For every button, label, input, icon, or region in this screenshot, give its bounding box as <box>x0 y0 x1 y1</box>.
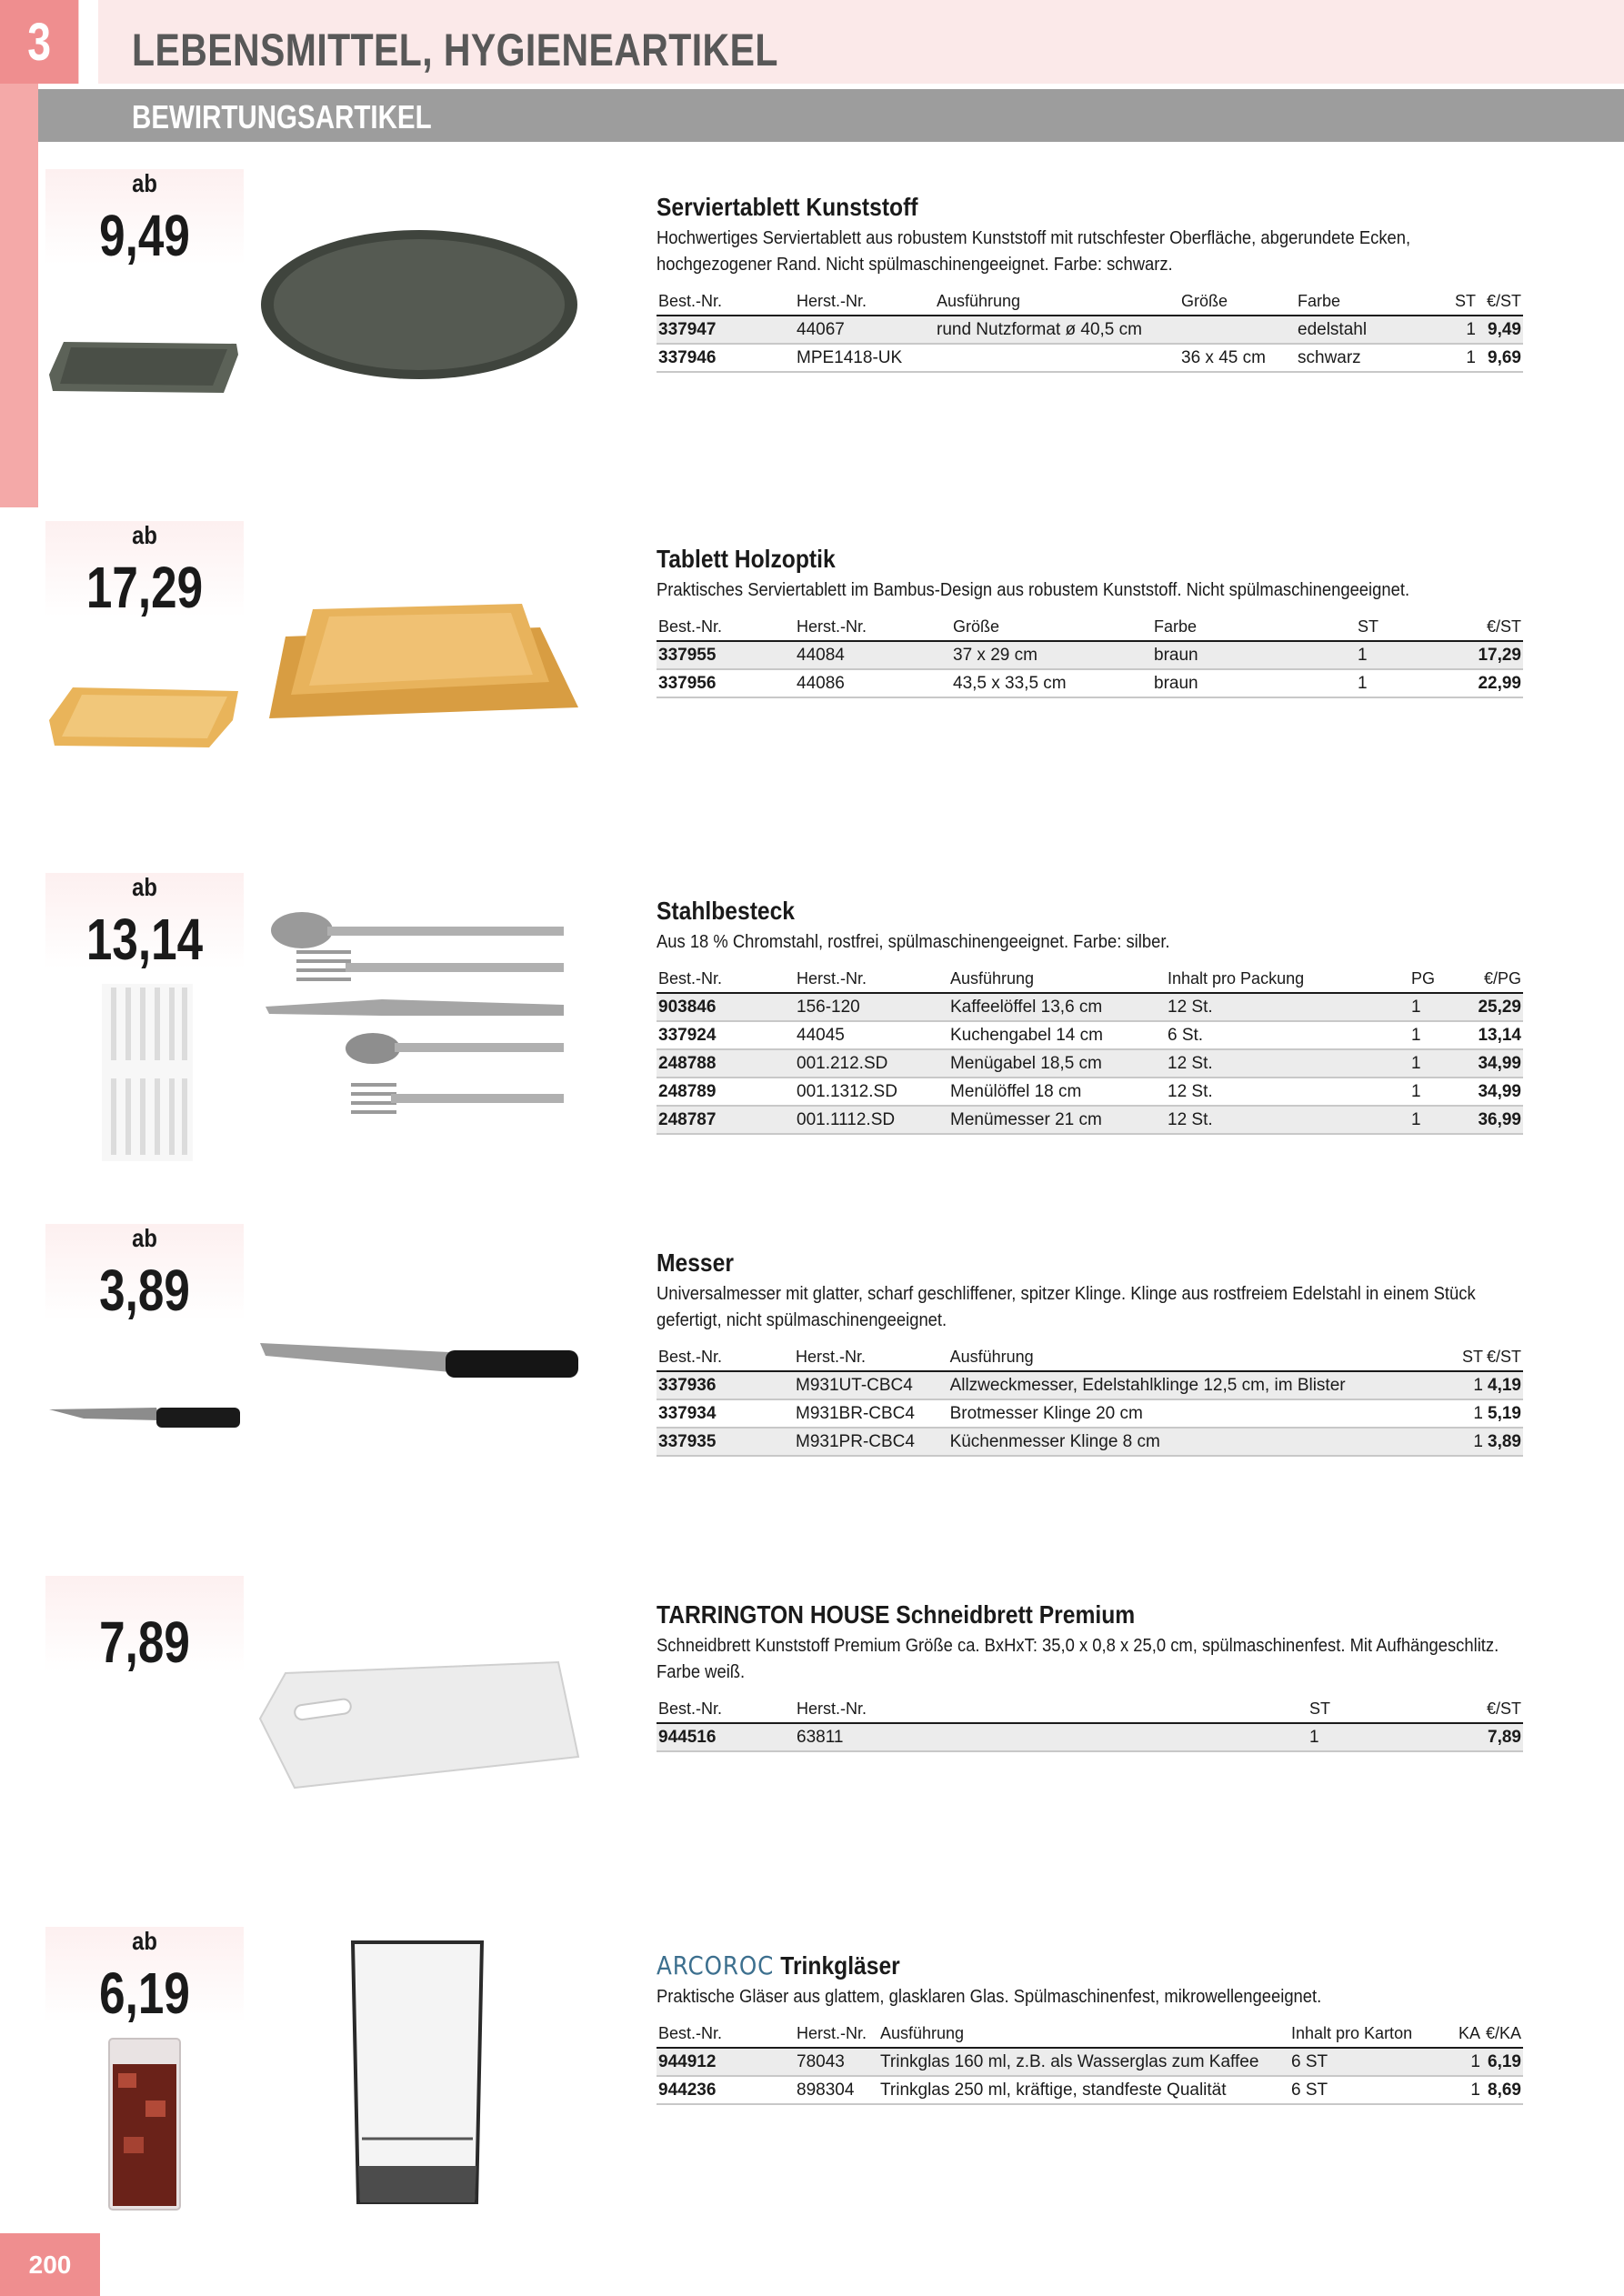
order-number: 903846 <box>657 993 795 1021</box>
price-cell: 34,99 <box>1453 1078 1523 1106</box>
order-number: 337946 <box>657 344 795 372</box>
pack-content: 12 St. <box>1166 993 1409 1021</box>
variant: Trinkglas 250 ml, kräftige, standfeste Qualität <box>878 2076 1289 2104</box>
pack-content: 6 St. <box>1166 1021 1409 1049</box>
product-trinkglaeser <box>657 1950 1523 2105</box>
price-cell: 13,14 <box>1453 1021 1523 1049</box>
price-value: 9,49 <box>99 203 190 268</box>
price-cell: 22,99 <box>1399 669 1523 697</box>
unit: 1 <box>1409 1049 1453 1078</box>
product-messer <box>657 1247 1523 1457</box>
col-header: Herst.-Nr. <box>794 1343 948 1371</box>
price-badge <box>45 1576 244 1675</box>
price-prefix: ab <box>132 169 157 197</box>
unit: 1 <box>1356 641 1399 669</box>
order-number: 337955 <box>657 641 795 669</box>
price-cell: 3,89 <box>1485 1428 1523 1456</box>
price-value: 7,89 <box>99 1609 190 1675</box>
col-header: Herst.-Nr. <box>795 965 948 993</box>
col-header: Herst.-Nr. <box>795 287 935 316</box>
empty-glass-image <box>349 1939 486 2211</box>
size: 43,5 x 33,5 cm <box>951 669 1152 697</box>
page-number: 200 <box>0 2233 100 2296</box>
col-header: €/KA <box>1482 2020 1523 2048</box>
knives-pack-image <box>102 984 193 1161</box>
color: edelstahl <box>1296 316 1434 344</box>
table-row <box>657 993 1523 1021</box>
order-number: 248788 <box>657 1049 795 1078</box>
table-row <box>657 1723 1523 1751</box>
col-header: Größe <box>951 613 1152 641</box>
manufacturer-number: 898304 <box>795 2076 878 2104</box>
order-number: 944516 <box>657 1723 795 1751</box>
table-row <box>657 669 1523 697</box>
price-cell: 9,49 <box>1478 316 1523 344</box>
col-header: Ausführung <box>948 965 1166 993</box>
tray-round-image <box>258 227 581 382</box>
unit: 1 <box>1439 2076 1482 2104</box>
order-number: 248789 <box>657 1078 795 1106</box>
price-prefix: ab <box>132 873 157 901</box>
manufacturer-number: 44086 <box>795 669 951 697</box>
col-header: ST <box>1356 613 1399 641</box>
product-table <box>657 613 1523 698</box>
tray-wood-stack-image <box>258 600 581 723</box>
col-header: Herst.-Nr. <box>795 1695 1308 1723</box>
price-cell: 9,69 <box>1478 344 1523 372</box>
glass-with-drink-image <box>104 2037 185 2211</box>
col-header: €/ST <box>1485 1343 1523 1371</box>
price-value: 17,29 <box>85 555 204 620</box>
tray-wood-small-image <box>45 684 244 751</box>
manufacturer-number: 156-120 <box>795 993 948 1021</box>
size: 37 x 29 cm <box>951 641 1152 669</box>
variant: Menügabel 18,5 cm <box>948 1049 1166 1078</box>
col-header: Farbe <box>1152 613 1356 641</box>
price-value: 13,14 <box>85 907 204 972</box>
order-number: 944912 <box>657 2048 795 2076</box>
col-header: Best.-Nr. <box>657 287 795 316</box>
price-cell: 34,99 <box>1453 1049 1523 1078</box>
variant: rund Nutzformat ø 40,5 cm <box>935 316 1179 344</box>
color: braun <box>1152 641 1356 669</box>
price-value: 3,89 <box>99 1258 190 1323</box>
order-number: 337956 <box>657 669 795 697</box>
price-badge <box>45 1224 244 1323</box>
table-row <box>657 1078 1523 1106</box>
col-header: Farbe <box>1296 287 1434 316</box>
price-cell: 17,29 <box>1399 641 1523 669</box>
carton-content: 6 ST <box>1289 2048 1439 2076</box>
product-table <box>657 287 1523 373</box>
price-cell: 6,19 <box>1482 2048 1523 2076</box>
product-table <box>657 2020 1523 2105</box>
manufacturer-number: 001.1112.SD <box>795 1106 948 1134</box>
variant: Menülöffel 18 cm <box>948 1078 1166 1106</box>
order-number: 337947 <box>657 316 795 344</box>
table-row <box>657 1021 1523 1049</box>
table-row <box>657 344 1523 372</box>
unit: 1 <box>1409 993 1453 1021</box>
cutting-board-image <box>258 1655 581 1791</box>
col-header: Best.-Nr. <box>657 1695 795 1723</box>
color: braun <box>1152 669 1356 697</box>
variant: Allzweckmesser, Edelstahlklinge 12,5 cm, im Blister <box>948 1371 1442 1399</box>
order-number: 944236 <box>657 2076 795 2104</box>
table-row <box>657 316 1523 344</box>
col-header: Herst.-Nr. <box>795 2020 878 2048</box>
col-header: Ausführung <box>948 1343 1442 1371</box>
variant: Menümesser 21 cm <box>948 1106 1166 1134</box>
variant: Küchenmesser Klinge 8 cm <box>948 1428 1442 1456</box>
price-prefix: ab <box>132 1224 157 1252</box>
table-row <box>657 2048 1523 2076</box>
price-prefix: ab <box>132 521 157 549</box>
product-table <box>657 1343 1523 1457</box>
product-description: Schneidbrett Kunststoff Premium Größe ca. BxHxT: 35,0 x 0,8 x 25,0 cm, spülmaschinenfest. Mit Aufhängeschlitz. Farbe weiß. <box>657 1636 1499 1682</box>
variant: Brotmesser Klinge 20 cm <box>948 1399 1442 1428</box>
manufacturer-number: 44067 <box>795 316 935 344</box>
small-knife-image <box>47 1400 243 1437</box>
manufacturer-number: 63811 <box>795 1723 1308 1751</box>
manufacturer-number: 44084 <box>795 641 951 669</box>
table-row <box>657 1399 1523 1428</box>
product-title-row <box>657 1950 1419 1982</box>
product-description: Universalmesser mit glatter, scharf geschliffener, spitzer Klinge. Klinge aus rostfreiem Edelstahl in einem Stück gefertigt, nicht spülmaschinengeeignet. <box>657 1284 1476 1330</box>
price-badge <box>45 1927 244 2026</box>
unit: 1 <box>1409 1106 1453 1134</box>
manufacturer-number: 78043 <box>795 2048 878 2076</box>
col-header: ST <box>1441 1343 1485 1371</box>
order-number: 337936 <box>657 1371 794 1399</box>
col-header: €/ST <box>1366 1695 1523 1723</box>
table-row <box>657 1106 1523 1134</box>
table-row <box>657 1428 1523 1456</box>
table-row <box>657 1371 1523 1399</box>
unit: 1 <box>1441 1428 1485 1456</box>
unit: 1 <box>1409 1021 1453 1049</box>
col-header: Herst.-Nr. <box>795 613 951 641</box>
manufacturer-number: M931BR-CBC4 <box>794 1399 948 1428</box>
order-number: 248787 <box>657 1106 795 1134</box>
col-header: Inhalt pro Packung <box>1166 965 1409 993</box>
price-badge <box>45 169 244 266</box>
table-row <box>657 2076 1523 2104</box>
color: schwarz <box>1296 344 1434 372</box>
col-header: ST <box>1308 1695 1366 1723</box>
product-table <box>657 1695 1523 1752</box>
unit: 1 <box>1308 1723 1366 1751</box>
order-number: 337924 <box>657 1021 795 1049</box>
unit: 1 <box>1434 316 1478 344</box>
manufacturer-number: M931PR-CBC4 <box>794 1428 948 1456</box>
col-header: Best.-Nr. <box>657 1343 794 1371</box>
col-header: Best.-Nr. <box>657 965 795 993</box>
price-cell: 36,99 <box>1453 1106 1523 1134</box>
product-title: Tablett Holzoptik <box>657 545 836 573</box>
price-cell: 8,69 <box>1482 2076 1523 2104</box>
unit: 1 <box>1441 1371 1485 1399</box>
manufacturer-number: 44045 <box>795 1021 948 1049</box>
col-header: KA <box>1439 2020 1482 2048</box>
product-schneidbrett <box>657 1599 1523 1752</box>
carton-content: 6 ST <box>1289 2076 1439 2104</box>
table-row <box>657 641 1523 669</box>
col-header: Best.-Nr. <box>657 613 795 641</box>
product-stahlbesteck <box>657 895 1523 1135</box>
col-header: €/ST <box>1478 287 1523 316</box>
product-description: Hochwertiges Serviertablett aus robustem Kunststoff mit rutschfester Oberfläche, abgerundete Ecken, hochgezogener Rand. Nicht spülmaschinengeeignet. Farbe: schwarz. <box>657 228 1411 275</box>
variant: Kuchengabel 14 cm <box>948 1021 1166 1049</box>
col-header: Ausführung <box>935 287 1179 316</box>
product-description: Aus 18 % Chromstahl, rostfrei, spülmaschinengeeignet. Farbe: silber. <box>657 932 1170 952</box>
arcoroc-logo: ARCOROC <box>657 1950 775 1980</box>
price-cell: 5,19 <box>1485 1399 1523 1428</box>
table-row <box>657 1049 1523 1078</box>
unit: 1 <box>1409 1078 1453 1106</box>
tray-rectangular-image <box>45 335 246 398</box>
product-title: Messer <box>657 1248 734 1277</box>
price-cell: 4,19 <box>1485 1371 1523 1399</box>
col-header: Best.-Nr. <box>657 2020 795 2048</box>
unit: 1 <box>1356 669 1399 697</box>
manufacturer-number: 001.1312.SD <box>795 1078 948 1106</box>
section-title: BEWIRTUNGSARTIKEL <box>132 98 432 135</box>
variant: Trinkglas 160 ml, z.B. als Wasserglas zum Kaffee <box>878 2048 1289 2076</box>
price-cell: 7,89 <box>1366 1723 1523 1751</box>
price-prefix: ab <box>132 1927 157 1955</box>
manufacturer-number: M931UT-CBC4 <box>794 1371 948 1399</box>
unit: 1 <box>1441 1399 1485 1428</box>
col-header: Inhalt pro Karton <box>1289 2020 1439 2048</box>
price-cell: 25,29 <box>1453 993 1523 1021</box>
product-description: Praktische Gläser aus glattem, glasklaren Glas. Spülmaschinenfest, mikrowellengeeignet. <box>657 1987 1322 2007</box>
product-serviertablett <box>657 191 1523 373</box>
variant: Kaffeelöffel 13,6 cm <box>948 993 1166 1021</box>
product-title: Serviertablett Kunststoff <box>657 193 918 221</box>
manufacturer-number: 001.212.SD <box>795 1049 948 1078</box>
col-header: PG <box>1409 965 1453 993</box>
unit: 1 <box>1434 344 1478 372</box>
product-title: TARRINGTON HOUSE Schneidbrett Premium <box>657 1600 1136 1629</box>
size <box>1179 316 1296 344</box>
product-tablett-holzoptik <box>657 543 1523 698</box>
pack-content: 12 St. <box>1166 1049 1409 1078</box>
cutlery-set-image <box>264 905 573 1123</box>
unit: 1 <box>1439 2048 1482 2076</box>
col-header: €/PG <box>1453 965 1523 993</box>
col-header: ST <box>1434 287 1478 316</box>
pack-content: 12 St. <box>1166 1106 1409 1134</box>
col-header: Größe <box>1179 287 1296 316</box>
size: 36 x 45 cm <box>1179 344 1296 372</box>
page-title: LEBENSMITTEL, HYGIENEARTIKEL <box>132 25 778 75</box>
col-header: €/ST <box>1399 613 1523 641</box>
price-value: 6,19 <box>99 1960 190 2026</box>
order-number: 337935 <box>657 1428 794 1456</box>
chapter-number: 3 <box>0 0 78 84</box>
order-number: 337934 <box>657 1399 794 1428</box>
price-badge <box>45 873 244 972</box>
product-description: Praktisches Serviertablett im Bambus-Design aus robustem Kunststoff. Nicht spülmaschinengeeignet. <box>657 580 1410 600</box>
product-table <box>657 965 1523 1135</box>
price-badge <box>45 521 244 620</box>
bread-knife-image <box>258 1332 581 1387</box>
product-title: Stahlbesteck <box>657 897 796 925</box>
col-header: Ausführung <box>878 2020 1289 2048</box>
pack-content: 12 St. <box>1166 1078 1409 1106</box>
manufacturer-number: MPE1418-UK <box>795 344 935 372</box>
product-title: Trinkgläser <box>780 1951 900 1980</box>
variant <box>935 344 1179 372</box>
